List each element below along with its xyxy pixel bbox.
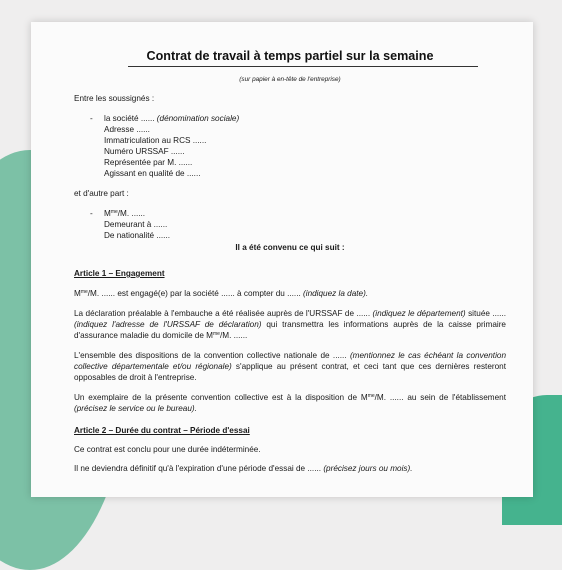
employee-nationality: De nationalité ...... [104,231,170,240]
article-1-paragraph-2: La déclaration préalable à l'embauche a été réalisée auprès de l'URSSAF de ...... (indiquez le département) située ...... (indiquez l'adresse de l'URSSAF de déclaration) qui transmettra les informations auprès de la caisse primaire d'assurance maladie du domicile de $M^{me}/M$. ...... [74,309,507,340]
list-dash: - [90,114,93,123]
employee-name-line [74,208,506,219]
article-2-heading: Article 2 – Durée du contrat – Période d'essai [74,426,250,435]
document-page [31,22,533,497]
article-2-paragraph-1: Ce contrat est conclu pour une durée indéterminée. [74,445,261,454]
employer-address: Adresse ...... [104,125,150,134]
employer-name: la société ...... [104,114,157,123]
party-employee [74,208,506,241]
list-dash: - [90,209,93,218]
employee-residence: Demeurant à ...... [104,220,168,229]
employer-name-hint: (dénomination sociale) [156,114,240,123]
employee-name: /M. ...... [117,209,146,218]
employer-rcs: Immatriculation au RCS ...... [104,136,207,145]
employer-urssaf: Numéro URSSAF ...... [104,147,185,156]
employer-capacity: Agissant en qualité de ...... [104,169,201,178]
employer-name-line [74,113,506,124]
employer-representative: Représentée par M. ...... [104,158,193,167]
party-employer [74,113,506,179]
document-subtitle: (sur papier à en-tête de l'entreprise) [239,76,341,83]
employee-title-sup: me [110,209,118,215]
employee-title: M [104,209,111,218]
article-2-paragraph-2: Il ne deviendra définitif qu'à l'expiration d'une période d'essai de ...... (précisez jours ou mois). [74,464,413,473]
between-label: Entre les soussignés : [74,94,155,103]
article-1-paragraph-4: Un exemplaire de la présente convention collective est à la disposition de $M^{me}/M$. ...... au sein de l'établissement (précisez le service ou le bureau). [74,393,506,413]
title-underline [128,66,478,67]
article-1-paragraph-1: $M^{me}/M$. ...... est engagé(e) par la société ...... à compter du ...... (indiquez la date). [74,289,369,298]
document-title: Contrat de travail à temps partiel sur la semaine [146,49,434,63]
article-1-paragraph-3: L'ensemble des dispositions de la convention collective nationale de ...... (mentionnez le cas échéant la convention collective départementale et/ou régionale) s'applique au présent contrat, et ceci tant que ces dernières resteront opposables de droit à l'entreprise. [74,351,507,382]
agreement-statement: Il a été convenu ce qui suit : [235,243,345,252]
other-part-label: et d'autre part : [74,189,129,198]
document-body [74,48,506,474]
article-1-heading: Article 1 – Engagement [74,269,165,278]
